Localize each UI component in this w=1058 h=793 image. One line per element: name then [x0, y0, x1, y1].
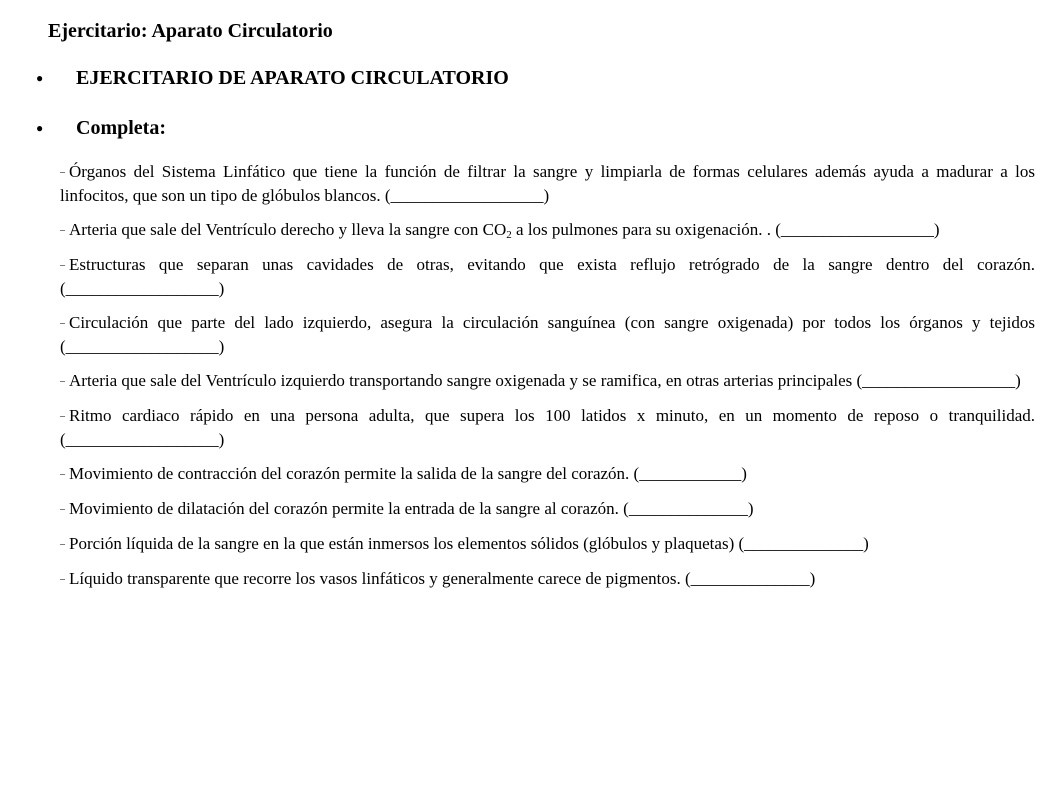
exercise-item-9: [60, 532, 1035, 556]
exercise-text: Porción líquida de la sangre en la que están inmersos los elementos sólidos (glóbulos y plaquetas) (______________): [69, 534, 869, 553]
bullet-icon: ●: [36, 120, 44, 135]
exercise-item-6: [60, 404, 1035, 451]
bullet-heading: [36, 66, 509, 90]
exercise-text: Estructuras que separan unas cavidades de otras, evitando que exista reflujo retrógrado de la sangre dentro del corazón. (__________________): [60, 255, 1035, 298]
dash-icon: –: [60, 225, 65, 236]
dash-icon: –: [60, 318, 65, 329]
page-title: Ejercitario: Aparato Circulatorio: [48, 20, 333, 42]
exercise-text: Arteria que sale del Ventrículo izquierdo transportando sangre oxigenada y se ramifica, en otras arterias principales (__________________): [69, 371, 1021, 390]
co2-subscript: 2: [506, 229, 512, 241]
exercise-item-4: [60, 311, 1035, 358]
exercise-item-1: [60, 160, 1035, 207]
dash-icon: –: [60, 411, 65, 422]
exercise-item-3: [60, 253, 1035, 300]
exercise-text: Arteria que sale del Ventrículo derecho y lleva la sangre con CO: [69, 220, 507, 239]
exercise-item-7: [60, 462, 1035, 486]
dash-icon: –: [60, 469, 65, 480]
dash-icon: –: [60, 376, 65, 387]
exercise-text: Movimiento de contracción del corazón permite la salida de la sangre del corazón. (____________): [69, 464, 747, 483]
exercise-text-tail: a los pulmones para su oxigenación. . (__________________): [511, 220, 940, 239]
exercise-item-5: [60, 369, 1035, 393]
dash-icon: –: [60, 504, 65, 515]
exercise-text: Circulación que parte del lado izquierdo, asegura la circulación sanguínea (con sangre oxigenada) por todos los órganos y tejidos (__________________): [60, 313, 1035, 356]
dash-icon: –: [60, 260, 65, 271]
dash-icon: –: [60, 539, 65, 550]
exercise-item-2: [60, 218, 1035, 242]
bullet-icon: ●: [36, 70, 44, 85]
instruction-label: Completa:: [76, 116, 166, 139]
section-heading: EJERCITARIO DE APARATO CIRCULATORIO: [76, 66, 509, 89]
dash-icon: –: [60, 574, 65, 585]
dash-icon: –: [60, 167, 65, 178]
exercise-text: Movimiento de dilatación del corazón permite la entrada de la sangre al corazón. (______________): [69, 499, 754, 518]
exercise-item-8: [60, 497, 1035, 521]
exercise-text: Órganos del Sistema Linfático que tiene la función de filtrar la sangre y limpiarla de formas celulares además ayuda a madurar a los linfocitos, que son un tipo de glóbulos blancos. (__________________): [60, 162, 1035, 205]
exercise-text: Ritmo cardiaco rápido en una persona adulta, que supera los 100 latidos x minuto, en un momento de reposo o tranquilidad. (__________________): [60, 406, 1035, 449]
exercise-item-10: [60, 567, 1035, 591]
exercise-list: [60, 160, 1035, 602]
exercise-text: Líquido transparente que recorre los vasos linfáticos y generalmente carece de pigmentos. (______________): [69, 569, 816, 588]
bullet-instruction: [36, 116, 166, 140]
